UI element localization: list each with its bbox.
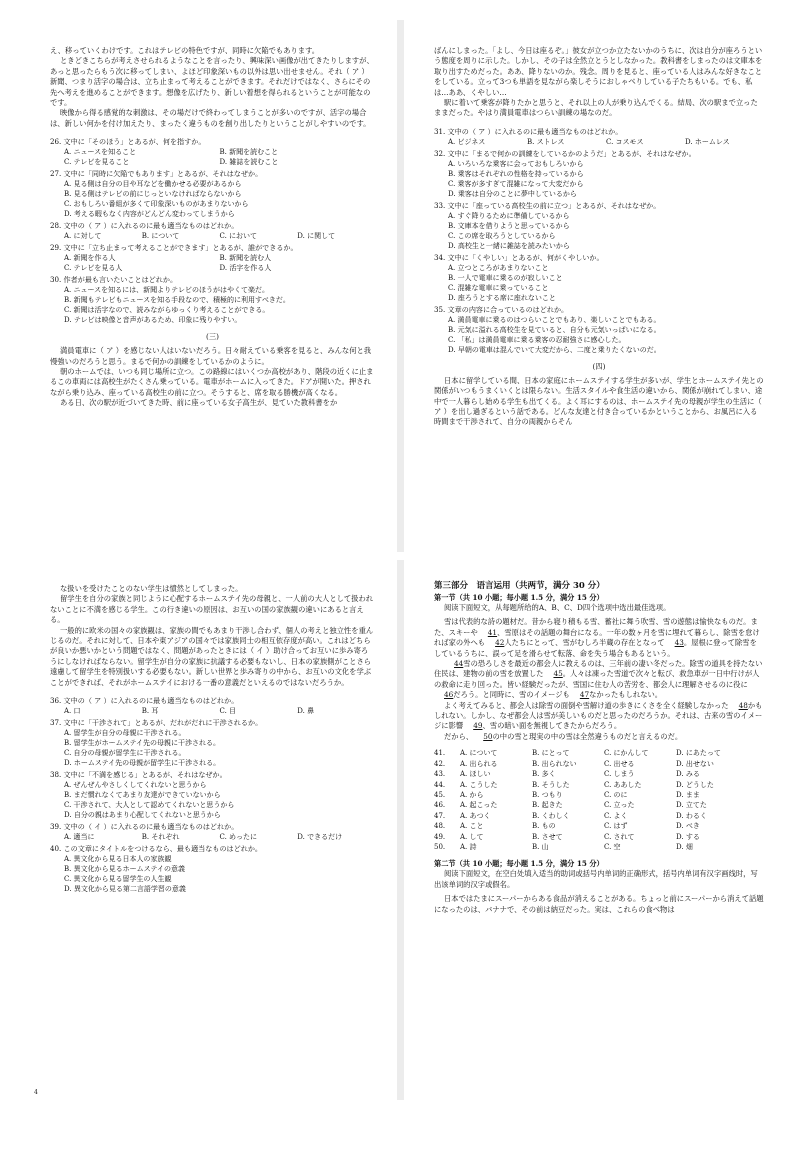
paragraph: な扱いを受けたことのない学生は憤然としてしまった。 (60, 584, 243, 593)
part-title: 第三部分 语言运用（共两节，满分 30 分） (434, 581, 605, 591)
answer-option: A. こうした (460, 780, 498, 789)
answer-option: C. のに (604, 790, 628, 799)
paragraph: 日本ではたまにスーパーからある食品が消えることがある。ちょっと前にスーパーから消えて話題になったのは、バナナで、その前は納豆だった。実は、これらの食べ物は (434, 894, 764, 914)
question-list (434, 127, 764, 355)
question (50, 718, 375, 768)
answer-option: D. みる (676, 770, 700, 779)
answer-option: D. に関して (297, 232, 336, 241)
question (50, 822, 375, 842)
answer-option: C. めったに (219, 833, 257, 842)
answer-option: A. 口 (64, 707, 81, 716)
answer-row (434, 769, 764, 779)
answer-option: B. させて (532, 832, 563, 841)
cloze-passage: 44雪の恐ろしさを最近の都会人に教えるのは、三年前の凄い冬だった。除雪の道具を持たない住民は、建物の前の雪を放置した 45。人々は凍った雪道で次々と転び、救急車が一日中行けが人の救命に走り回った。皆い経験だったが、雪国に住む人の苦労を、都会人に理解させるのに役に46だろう。と同時に、雪のイメージも 47なかったもしれない。 (434, 659, 763, 700)
question-stem: 26. 文中に「そのほう」とあるが、何を指すか。 (50, 137, 206, 147)
paragraph: 満員電車に（ ア ）を感じない人はいないだろう。日々耐えている乗客を見ると、みんな何と我慢強いのだろうと思う。まるで何かの訓練をしているかのように。 (50, 346, 372, 366)
paragraph: 日本に留学している間、日本の家庭にホームステイする学生が多いが、学生とホームステイ先との関係がいつもうまくいくとは限らない。生活スタイルや食生活の違いから、関係が崩れてしまい、途中で一人暮らし始める学生も出てくる。よく耳にするのは、ホームステイ先の母親が学生の生活に（ ア ）を出し過ぎるという話である。どんな友達と付き合っているかということから、お風呂に入る時間まで干渉されて、自分の両親からそん (434, 375, 764, 427)
question-number: 44. (434, 780, 446, 789)
answer-option: C. テレビを見ること (64, 158, 130, 167)
answer-option: C. テレビを見る人 (64, 264, 123, 273)
answer-option: A. 新聞を作る人 (64, 254, 116, 263)
question (434, 253, 764, 303)
instruction: 阅读下面短文，在空白处填入适当的助词或括号内单词的正确形式，括号内单词有汉字画线时，写出该单词的汉字或假名。 (434, 869, 758, 889)
question (50, 844, 375, 894)
answer-option: C. 干渉されて、大人として認めてくれないと思うから (64, 801, 235, 810)
answer-option: A. 異文化から見る日本人の家族観 (64, 855, 172, 864)
answer-option: B. つもり (532, 790, 563, 799)
answer-option: D. 自分の親はあまり心配してくれないと思うから (64, 811, 221, 820)
question-stem: 28. 文中の（ ア ）に入れるのに最も適当なものはどれか。 (50, 221, 239, 231)
question (434, 149, 764, 199)
answer-option: C. 空 (604, 842, 621, 851)
answer-option: A. いろいろな乗客に会っておもしろいから (448, 159, 584, 168)
question-stem: 34. 文中に「くやしい」とあるが、何がくやしいか。 (434, 252, 604, 262)
page-3-right (404, 20, 782, 552)
answer-option: A. こと (460, 822, 484, 831)
answer-option: C. この席を取ろうとしているから (448, 231, 556, 240)
answer-option: C. 異文化から見る留学生の人生観 (64, 875, 172, 884)
answer-option: D. する (676, 832, 700, 841)
answer-option: D. 出せない (676, 759, 714, 768)
answer-option: C. 出せる (604, 759, 635, 768)
answer-row (434, 748, 764, 758)
answer-option: C. しまう (604, 770, 635, 779)
answer-option: C. 自分の母親が留学生に干渉される。 (64, 749, 186, 758)
answer-option: B. 文庫本を借りようと思っているから (448, 221, 570, 230)
paragraph: 駅に着いて乗客が降りたかと思うと、それ以上の人が乗り込んでくる。結局、次の駅まで立ったままだった。やはり満員電車はつらい訓練の場なのだ。 (434, 98, 758, 118)
question-list (50, 137, 375, 325)
answer-option: D. まま (676, 790, 700, 799)
question-number: 41. (434, 749, 446, 758)
answer-option: C. されて (604, 832, 635, 841)
cloze-passage: だから、 50の中の雪と現実の中の雪は全然違うものだと言えるのだ。 (444, 731, 683, 741)
answer-option: B. 一人で電車に乗るのが寂しいこと (448, 273, 563, 282)
answer-option: A. ニュースを知ること (64, 148, 137, 157)
answer-option: A. 詩 (460, 842, 477, 851)
answer-option: C. おもしろい番組が多くて印象深いものがあまりないから (64, 200, 249, 209)
page-number: 4 (34, 1089, 38, 1096)
answer-option: B. 出られない (532, 759, 577, 768)
answer-option: D. 早朝の電車は混んでいて大変だから、二度と乗りたくないのだ。 (448, 345, 661, 354)
question-stem: 31. 文中の（ ア ）に入れるのに最も適当なものはどれか。 (434, 126, 623, 136)
answer-option: D. 畑 (676, 842, 693, 851)
question-stem: 36. 文中の（ ア ）に入れるのに最も適当なものはどれか。 (50, 696, 239, 706)
cloze-passage: よく考えてみると、都会人は除雪の面倒や雪解け道の歩きにくさを全く経験しなかった 48かもしれない。しかし、なぜ都会人は雪が美しいものだと思ったのだろうか。それは、古来の雪のイメージに影響 49、雪の暗い面を無視してきたからだろう。 (434, 700, 763, 731)
question-stem: 37. 文中に「干渉されて」とあるが、だれがだれに干渉されるか。 (50, 718, 263, 728)
question-stem: 33. 文中に「座っている高校生の前に立つ」とあるが、それはなぜか。 (434, 200, 661, 210)
answer-row (434, 790, 764, 800)
answer-row (434, 821, 764, 831)
paragraph: ばんにしまった。「よし、今日は座るぞ。」彼女が立つか立たないかのうちに、次は自分が座ろうという態度を周りに示した。しかし、その子は全然立とうとしなかった。教科書をしまったのは文庫本を取り出すためだった。ああ、降りないのか。残念。周りを見ると、座っている人はみんな好きなことをしている。立って3つも単語を見ながら楽しそうにおしゃべりしている子たちもいる。でも、私は…ああ、くやしい… (434, 46, 763, 97)
answer-option: D. テレビは映像と音声があるため、印象に残りやすい。 (64, 316, 242, 325)
answer-option: D. 活字を作る人 (219, 264, 272, 273)
answer-option: D. できるだけ (297, 833, 343, 842)
answer-option: D. 鼻 (297, 707, 315, 716)
question-stem: 40. この文章にタイトルをつけるなら、最も適当なものはどれか。 (50, 844, 263, 854)
answer-option: D. ホームレス (685, 137, 730, 146)
answer-option: B. 新聞もテレビもニュースを知る手段なので、積極的に利用すべきだ。 (64, 296, 290, 305)
answer-option: A. ニュースを知るには、新聞よりテレビのほうがはやくて楽だ。 (64, 286, 270, 295)
section-title: (四) (592, 361, 606, 371)
answer-option: B. にとって (532, 749, 570, 758)
answer-option: B. について (141, 232, 180, 241)
instruction: 阅读下面短文，从每题所给的A、B、C、D四个选项中选出最佳选项。 (444, 603, 671, 612)
answer-option: C. において (219, 232, 258, 241)
answer-option: B. 異文化から見るホームステイの意義 (64, 865, 185, 874)
answer-option: C. 混雑な電車に乗っていること (448, 283, 549, 292)
paragraph: 映像から得る感覚的な刺激は、その場だけで終わってしまうことが多いのですが、活字の場合は、新しい何かを付け加えたり、まったく違うものを創り出したりということがしやすいのです。 (50, 108, 371, 128)
answer-option: A. ぜんぜんやさしくしてくれないと思うから (64, 781, 207, 790)
answer-option: C. ああした (604, 780, 642, 789)
cloze-passage: 雪は代表的な詩の題材だ。昔から寝り積もる雪、蓄社に舞う吹雪、雪の遊態は愉快なものだ。また、スキーや 41、雪原はその話題の舞台になる。一年の数ヶ月を雪に埋れて暮らし、除雪を怠ければ家の外へも 42人たちにとって、雪がむしろ半蔵の存在となって 43。屋根に登って除雪をしているうちに、誤って足を滑らせて転落、命を失う場合もあるという。 (434, 617, 760, 658)
answer-option: B. 起きた (532, 801, 563, 810)
question-number: 47. (434, 811, 446, 820)
answer-option: B. そうした (532, 780, 570, 789)
question-stem: 39. 文中の（ イ ）に入れるのに最も適当なものはどれか。 (50, 822, 239, 832)
answer-option: B. 山 (532, 842, 549, 851)
question-stem: 32. 文中に「まるで何かの訓練をしているかのようだ」とあるが、それはなぜか。 (434, 148, 696, 158)
question (434, 127, 764, 147)
answer-option: A. すぐ降りるために準備しているから (448, 211, 570, 220)
answer-option: C. 目 (219, 707, 237, 716)
answer-row (434, 780, 764, 790)
answer-option: D. 異文化から見る第二言語学習の意義 (64, 885, 186, 894)
answer-option: D. 乗客は自分のことに夢中しているから (448, 189, 577, 198)
answer-option: D. どうした (676, 780, 714, 789)
question-number: 43. (434, 770, 446, 779)
answer-option: B. 見る側はテレビの前にじっといなければならないから (64, 190, 242, 199)
question (50, 169, 375, 219)
answer-option: D. 立てた (676, 801, 707, 810)
answer-option: D. 高校生と一緒に雑誌を読みたいから (448, 241, 570, 250)
answer-option: B. 留学生がホームステイ先の母親に干渉される。 (64, 739, 220, 748)
section-title: 第二节（共 10 小题；每小题 1.5 分，满分 15 分） (434, 859, 604, 869)
answer-row (434, 842, 764, 852)
answer-option: A. して (460, 832, 484, 841)
paragraph: ある日、次の駅が近づいてきた時、前に座っている女子高生が、見ていた教科書をか (60, 398, 338, 408)
question-number: 45. (434, 790, 446, 799)
answer-option: B. 新聞を読む人 (219, 254, 272, 263)
question (50, 221, 375, 241)
page-3-left (20, 20, 397, 552)
answer-option: A. ビジネス (448, 137, 486, 146)
page-4-right (404, 560, 782, 1100)
answer-option: B. まだ慣れなくてあまり友達ができていないから (64, 791, 221, 800)
answer-option: B. それぞれ (141, 833, 180, 842)
question-stem: 27. 文中に「同時に欠陥でもあります」とあるが、それはなぜか。 (50, 169, 263, 179)
answer-option: A. から (460, 790, 484, 799)
answer-option: D. 座ろうとする席に座れないこと (448, 293, 556, 302)
paragraph: ときどきこちらが考えさせられるようなことを言ったり、興味深い画像が出てきたりしますが、あっと思ったらもう次に移ってしまい、よほど印象深いもの以外は思い出せません。それ（ ア ）新聞、つまり活字の場合は、立ち止まって考えることができます。それだけではなく、さらにその先へ考えを進めることができます。想像を広げたり、新しい着想を得られるということが可能なのです。 (50, 56, 374, 108)
answer-option: A. 適当に (64, 833, 95, 842)
answer-option: C. 新聞は活字なので、読みながらゆっくり考えることができる。 (64, 306, 270, 315)
answer-row (434, 759, 764, 769)
answer-options (434, 748, 764, 852)
answer-option: B. くわしく (532, 811, 570, 820)
question-stem: 38. 文中に「不満を感じる」とあるが、それはなぜか。 (50, 770, 227, 780)
answer-option: A. 満員電車に乗るのはつらいことでもあり、楽しいことでもある。 (448, 315, 661, 324)
answer-option: A. に対して (64, 232, 102, 241)
answer-option: A. 見る側は自分の目や耳などを働かせる必要があるから (64, 180, 242, 189)
answer-option: A. ほしい (460, 770, 491, 779)
answer-option: B. ストレス (527, 137, 565, 146)
answer-option: A. 起こった (460, 801, 498, 810)
answer-option: D. 雑誌を読むこと (219, 158, 279, 167)
question-number: 42. (434, 759, 446, 768)
answer-option: D. にあたって (676, 749, 721, 758)
answer-option: C. にかんして (604, 749, 649, 758)
question (50, 243, 375, 273)
question-list (50, 696, 375, 894)
paragraph: え、移っていくわけです。これはテレビの特色ですが、同時に欠陥でもあります。 (50, 46, 320, 55)
question-number: 49. (434, 832, 446, 841)
paragraph: 留学生を自分の家族と同じように心配するホームステイ先の母親と、一人前の大人として扱われないことに不満を感じる学生。この行き違いの原因は、お互いの国の家族観の違いにあると言える。 (50, 594, 374, 625)
answer-option: B. 多く (532, 770, 556, 779)
answer-option: C. コスモス (606, 137, 644, 146)
answer-option: C. 「私」は満員電車に乗る乗客の忍耐強さに感心した。 (448, 335, 626, 344)
answer-option: B. 新聞を読むこと (219, 148, 279, 157)
answer-option: C. よく (604, 811, 628, 820)
answer-option: B. 耳 (141, 707, 159, 716)
answer-row (434, 832, 764, 842)
answer-option: D. わるく (676, 811, 707, 820)
answer-row (434, 800, 764, 810)
answer-option: B. 元気に溢れる高校生を見ていると、自分も元気いっぱいになる。 (448, 325, 661, 334)
question (50, 275, 375, 325)
paragraph: 一般的に欧米の国々の家族観は、家族の間でもあまり干渉し合わず、個人の考えと独立性を重んじるのだ。それに対して、日本や東アジアの国々では家族同士の相互依存度が高い。これはどちらが良いか悪いかという問題ではなく、問題があったときには（ イ ）助け合ってお互いに歩み寄ろうにしなければならない。留学生が自分の家族に抗議する必要もないし、日本の家族側がことさら遠慮して留学生を特別扱いする必要もない。新しい世界と歩み寄りの中から、お互いの文化を学ぶことができれば、それがホームステイにおける一番の意義だといえるのではないだろうか。 (50, 625, 374, 687)
answer-option: A. について (460, 749, 498, 758)
section-title: (三) (206, 332, 219, 342)
question-stem: 30. 作者が最も言いたいことはどれか。 (50, 275, 178, 285)
answer-option: C. 乗客が多すぎて混雑になって大変だから (448, 179, 584, 188)
answer-option: C. はず (604, 822, 628, 831)
paragraph: 朝のホームでは、いつも同じ場所に立つ。この路線にはいくつか高校があり、階段の近くに止まるこの車両には高校生がたくさん乗っている。電車がホームに入ってきた。ドアが開いた。押されながら乗り込み、座っている高校生の前に立つ。そうすると、席を取る勝機が高くなる。 (50, 367, 374, 397)
answer-option: A. 立つところがあまりないこと (448, 263, 549, 272)
question-stem: 29. 文中に「立ち止まって考えることができます」とあるが、誰ができるか。 (50, 243, 298, 253)
answer-row (434, 811, 764, 821)
answer-option: A. 留学生が自分の母親に干渉される。 (64, 729, 186, 738)
answer-option: A. あつく (460, 811, 491, 820)
question-stem: 35. 文章の内容に合っているのはどれか。 (434, 304, 569, 314)
answer-option: B. 乗客はそれぞれの性格を持っているから (448, 169, 584, 178)
question-number: 48. (434, 822, 446, 831)
answer-option: D. 考える暇もなく内容がどんどん変わってしまうから (64, 210, 235, 219)
spread-bottom (20, 560, 782, 1100)
answer-option: B. もの (532, 822, 556, 831)
question (434, 305, 764, 355)
spread-top (20, 20, 782, 552)
page-4-left (20, 560, 397, 1100)
answer-option: D. べき (676, 822, 700, 831)
answer-option: D. ホームステイ先の母親が留学生に干渉される。 (64, 759, 221, 768)
section-title: 第一节（共 10 小题；每小题 1.5 分，满分 15 分） (434, 593, 604, 602)
question-number: 50. (434, 842, 446, 851)
question (434, 201, 764, 251)
answer-option: A. 出られる (460, 759, 498, 768)
question (50, 137, 375, 167)
question (50, 770, 375, 820)
answer-option: C. 立った (604, 801, 635, 810)
question (50, 696, 375, 716)
question-number: 46. (434, 801, 446, 810)
